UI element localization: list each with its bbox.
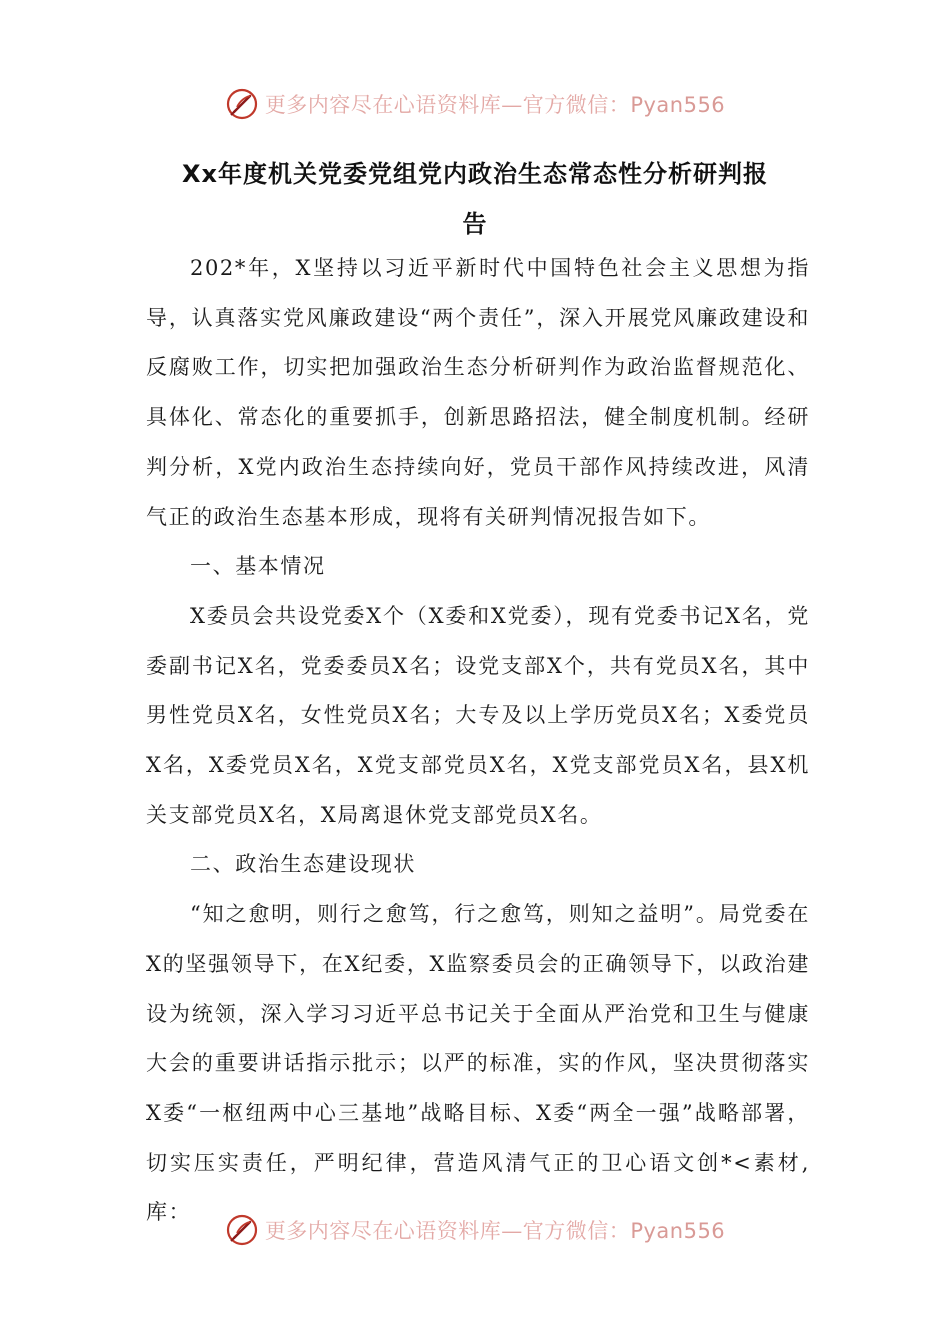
document-title-line2: 告	[462, 210, 488, 238]
watermark-text: 更多内容尽在心语资料库—官方微信：Pyan556	[264, 93, 726, 117]
section2-heading: 二、政治生态建设现状	[190, 852, 416, 877]
watermark-text: 更多内容尽在心语资料库—官方微信：Pyan556	[264, 1219, 726, 1243]
watermark-banner-top	[0, 84, 950, 124]
wechat-id: Pyan556	[630, 1219, 726, 1243]
wechat-id: Pyan556	[630, 93, 726, 117]
section1-paragraph: X委员会共设党委X个（X委和X党委），现有党委书记X名，党委副书记X名，党委委员X名；设党支部X个，共有党员X名，其中男性党员X名，女性党员X名；大专及以上学历党员X名；X委党员X名，X委党员X名，X党支部党员X名，X党支部党员X名，县X机关支部党员X名，X局离退休党支部党员X名。	[146, 603, 810, 827]
section2-paragraph: “知之愈明，则行之愈笃，行之愈笃，则知之益明”。局党委在X的坚强领导下，在X纪委，X监察委员会的正确领导下，以政治建设为统领，深入学习习近平总书记关于全面从严治党和卫生与健康大会的重要讲话指示批示；以严的标准，实的作风，坚决贯彻落实X委“一枢纽两中心三基地”战略目标、X委“两全一强”战略部署，切实压实责任，严明纪律，营造风清气正的卫心语文创*<素材,库：	[146, 902, 810, 1225]
document-title-line1: Xx年度机关党委党组党内政治生态常态性分析研判报	[182, 160, 768, 188]
section1-heading: 一、基本情况	[190, 554, 326, 579]
watermark-banner-bottom	[0, 1210, 950, 1250]
intro-paragraph: 202*年，X坚持以习近平新时代中国特色社会主义思想为指导，认真落实党风廉政建设“两个责任”，深入开展党风廉政建设和反腐败工作，切实把加强政治生态分析研判作为政治监督规范化、具体化、常态化的重要抓手，创新思路招法，健全制度机制。经研判分析，X党内政治生态持续向好，党员干部作风持续改进，风清气正的政治生态基本形成，现将有关研判情况报告如下。	[146, 256, 810, 529]
document-body	[146, 244, 810, 1238]
quill-pen-logo-icon	[225, 87, 259, 121]
quill-pen-logo-icon	[225, 1213, 259, 1247]
